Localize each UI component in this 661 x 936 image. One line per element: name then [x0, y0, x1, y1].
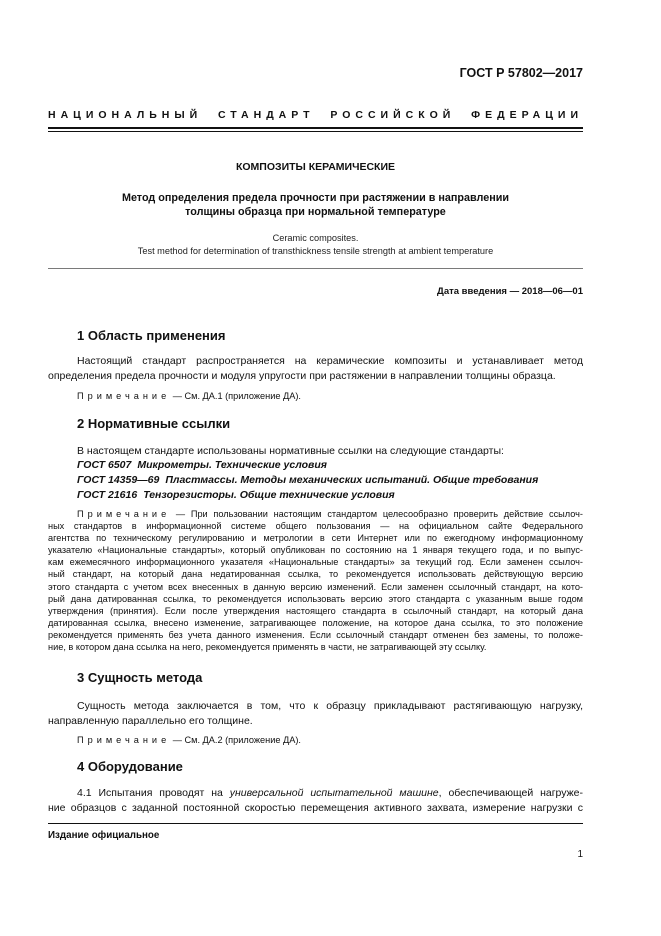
- document-subtitle: [48, 191, 583, 219]
- note-line: [48, 390, 583, 402]
- reference-item: [48, 473, 583, 488]
- note-label: Примечание: [77, 391, 171, 401]
- paragraph-line: Сущность метода заключается в том, что к образцу прикладывают растягивающую нагрузку,: [77, 700, 583, 712]
- note-label: Примечание: [77, 735, 171, 745]
- note-line: [48, 508, 583, 520]
- reference-title: Пластмассы. Методы механических испытаний. Общие требования: [165, 474, 539, 486]
- header-double-rule-thick: [48, 127, 583, 129]
- section-3-paragraph: [48, 699, 583, 728]
- reference-code: ГОСТ 6507: [77, 459, 132, 472]
- english-title: [48, 232, 583, 258]
- note-text: — При пользовании настоящим стандартом целесообразно проверить действие ссылоч-: [175, 509, 583, 519]
- footer-rule: [48, 823, 583, 824]
- paragraph-line: направленную параллельно его толщине.: [48, 714, 253, 727]
- paragraph-text: 4.1 Испытания проводят на: [77, 786, 230, 799]
- note-line: кам ежемесячного информационного указателя «Национальные стандарты» за текущий год. Если заменен ссылоч-: [48, 557, 583, 568]
- reference-code: ГОСТ 14359—69: [77, 474, 160, 486]
- note-line: датированная ссылка, внесено изменение, затрагивающее положение, на которое дана ссылка, то это положение: [48, 617, 583, 628]
- official-edition-label: Издание официальное: [48, 830, 160, 841]
- section-2-note: [48, 508, 583, 653]
- section-4-heading: 4 Оборудование: [77, 759, 183, 774]
- note-line: ный стандарт, на который дана недатированная ссылка, то рекомендуется использовать действующую версию: [48, 569, 583, 580]
- english-title-line: Ceramic composites.: [272, 232, 359, 243]
- section-1-paragraph: [48, 354, 583, 384]
- title-separator-rule: [48, 268, 583, 269]
- reference-title: Микрометры. Технические условия: [137, 459, 327, 472]
- document-title: КОМПОЗИТЫ КЕРАМИЧЕСКИЕ: [235, 161, 396, 173]
- paragraph-line: ние образцов с заданной постоянной скоростью перемещения активного захвата, измерение нагрузки с: [48, 801, 583, 814]
- reference-title: Тензорезисторы. Общие технические условия: [143, 488, 395, 501]
- header-double-rule-thin: [48, 131, 583, 132]
- section-1-heading: 1 Область применения: [77, 328, 226, 343]
- note-line: рекомендуется применять без учета данного изменения. Если ссылочный стандарт отменен без замены, то положе-: [48, 629, 583, 640]
- page-number: 1: [577, 849, 583, 860]
- note-line: ных стандартов в информационной системе общего пользования — на официальном сайте Федерального: [48, 521, 583, 532]
- section-1-note: [48, 390, 583, 402]
- english-title-line: Test method for determination of transthickness tensile strength at ambient temperature: [137, 245, 494, 256]
- reference-item: [48, 458, 583, 473]
- note-line: утверждения (принятия). Если после утверждения настоящего стандарта в ссылочный стандарт, на который дана: [48, 605, 583, 616]
- section-2-heading: 2 Нормативные ссылки: [77, 416, 231, 431]
- section-2-references: [48, 444, 583, 503]
- note-line: агентства по техническому регулированию и метрологии в сети Интернет или по ежегодному информационному: [48, 533, 583, 544]
- introduction-date: Дата введения — 2018—06—01: [437, 286, 583, 297]
- note-label: Примечание: [77, 509, 171, 519]
- note-line: указателю «Национальные стандарты», который опубликован по состоянию на 1 января текущего года, и по выпус-: [48, 545, 583, 556]
- reference-code: ГОСТ 21616: [77, 488, 138, 501]
- section-3-heading: 3 Сущность метода: [77, 670, 203, 685]
- doc-number: ГОСТ Р 57802—2017: [459, 66, 583, 80]
- note-line: этого стандарта с учетом всех внесенных в данную версию изменений. Если заменен ссылочный стандарт, на кото-: [48, 581, 583, 592]
- note-line: ние, в котором дана ссылка на него, рекомендуется применять в части, не затрагивающей эту ссылку.: [48, 642, 487, 653]
- note-text: — См. ДА.2 (приложение ДА).: [172, 735, 301, 745]
- paragraph-line: Настоящий стандарт распространяется на керамические композиты и устанавливает метод: [77, 354, 583, 367]
- references-intro: В настоящем стандарте использованы нормативные ссылки на следующие стандарты:: [77, 444, 504, 457]
- section-3-note: [48, 734, 583, 746]
- subtitle-line: толщины образца при нормальной температуре: [185, 206, 446, 218]
- note-text: — См. ДА.1 (приложение ДА).: [172, 391, 301, 401]
- italic-term: универсальной испытательной машине: [229, 786, 439, 799]
- paragraph-text: , обеспечивающей нагруже-: [438, 786, 583, 799]
- note-line: рый дана датированная ссылка, то рекомендуется использовать версию этого стандарта с указанным выше годом: [48, 593, 583, 604]
- subtitle-line: Метод определения предела прочности при растяжении в направлении: [121, 192, 510, 204]
- national-standard-banner: НАЦИОНАЛЬНЫЙ СТАНДАРТ РОССИЙСКОЙ ФЕДЕРАЦИИ: [48, 109, 583, 121]
- paragraph-line: [48, 786, 583, 801]
- section-4-1-paragraph: [48, 786, 583, 816]
- reference-item: [48, 488, 583, 503]
- paragraph-line: определения предела прочности и модуля упругости при растяжении в направлении толщины образца.: [48, 369, 556, 382]
- note-line: [48, 734, 583, 746]
